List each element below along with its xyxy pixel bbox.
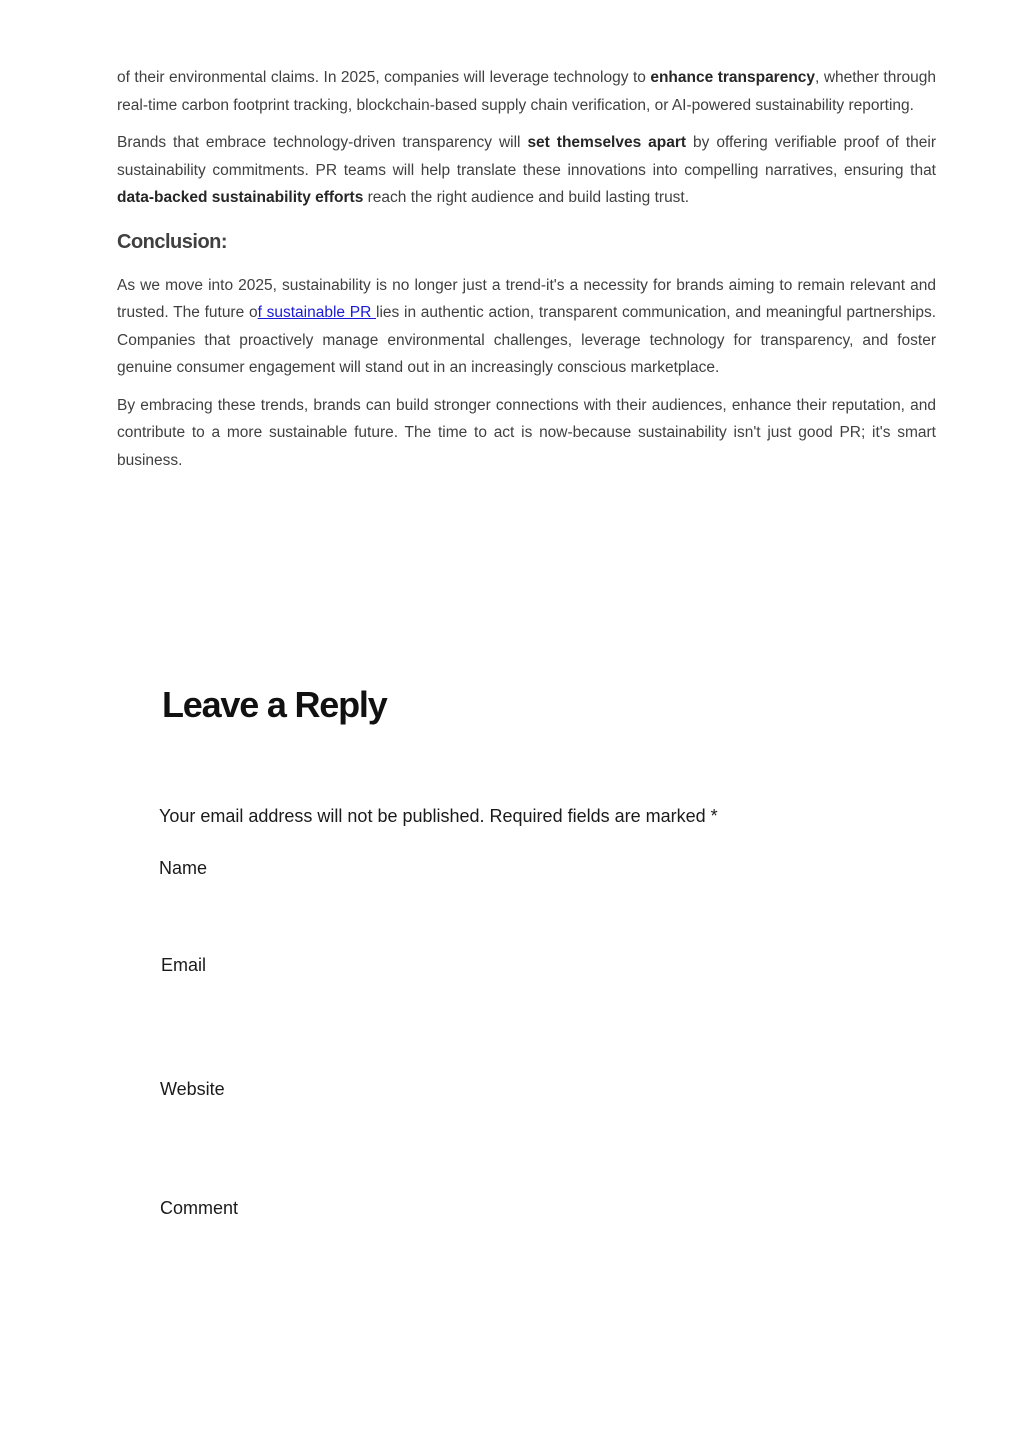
sustainable-pr-link[interactable]: f sustainable PR [257,304,377,321]
comment-field[interactable] [159,1224,803,1348]
conclusion-heading: Conclusion: [117,230,228,253]
comment-label: Comment [160,1198,239,1218]
bold-phrase: set themselves apart [527,134,687,151]
email-label: Email [161,955,207,975]
paragraph-text: lies in authentic action, transparent communication, and meaningful partnerships. Companies that proactively manage environmental challenges, leverage technology for transparency, and foster genuine consumer engagement will stand out in an increasingly conscious marketplace. [117,304,937,376]
paragraph-closing: By embracing these trends, brands can build stronger connections with their audiences, enhance their reputation, and contribute to a more sustainable future. The time to act is now-because sustainability isn't just good PR; it's smart business. [117,396,936,469]
reply-form [159,682,859,1218]
reply-title: Leave a Reply [162,684,387,725]
required-fields-note: Your email address will not be published. Required fields are marked * [159,806,718,826]
paragraph-text: As we move into 2025, sustainability is no longer just a trend-it's a necessity for brands aiming to remain relevant and trusted. The future o [117,276,936,321]
name-label: Name [159,858,208,878]
website-label: Website [160,1079,225,1099]
paragraph-brands [117,129,936,212]
email-field[interactable] [159,981,803,1027]
paragraph-conclusion [117,272,936,382]
paragraph-text: , whether through real-time carbon footprint tracking, blockchain-based supply chain verification, or AI-powered sustainability reporting. [117,69,936,114]
paragraph-transparency [117,64,936,119]
website-field[interactable] [159,1105,803,1151]
bold-phrase: enhance transparency [650,69,816,86]
paragraph-text: Brands that embrace technology-driven transparency will [117,134,528,151]
paragraph-text: reach the right audience and build lasting trust. [363,189,690,206]
paragraph-text: by offering verifiable proof of their sustainability commitments. PR teams will help translate these innovations into compelling narratives, ensuring that [117,134,936,179]
bold-phrase: data-backed sustainability efforts [117,189,364,206]
paragraph-text: of their environmental claims. In 2025, companies will leverage technology to [117,69,651,86]
article-body [117,64,936,484]
name-field[interactable] [159,884,803,930]
